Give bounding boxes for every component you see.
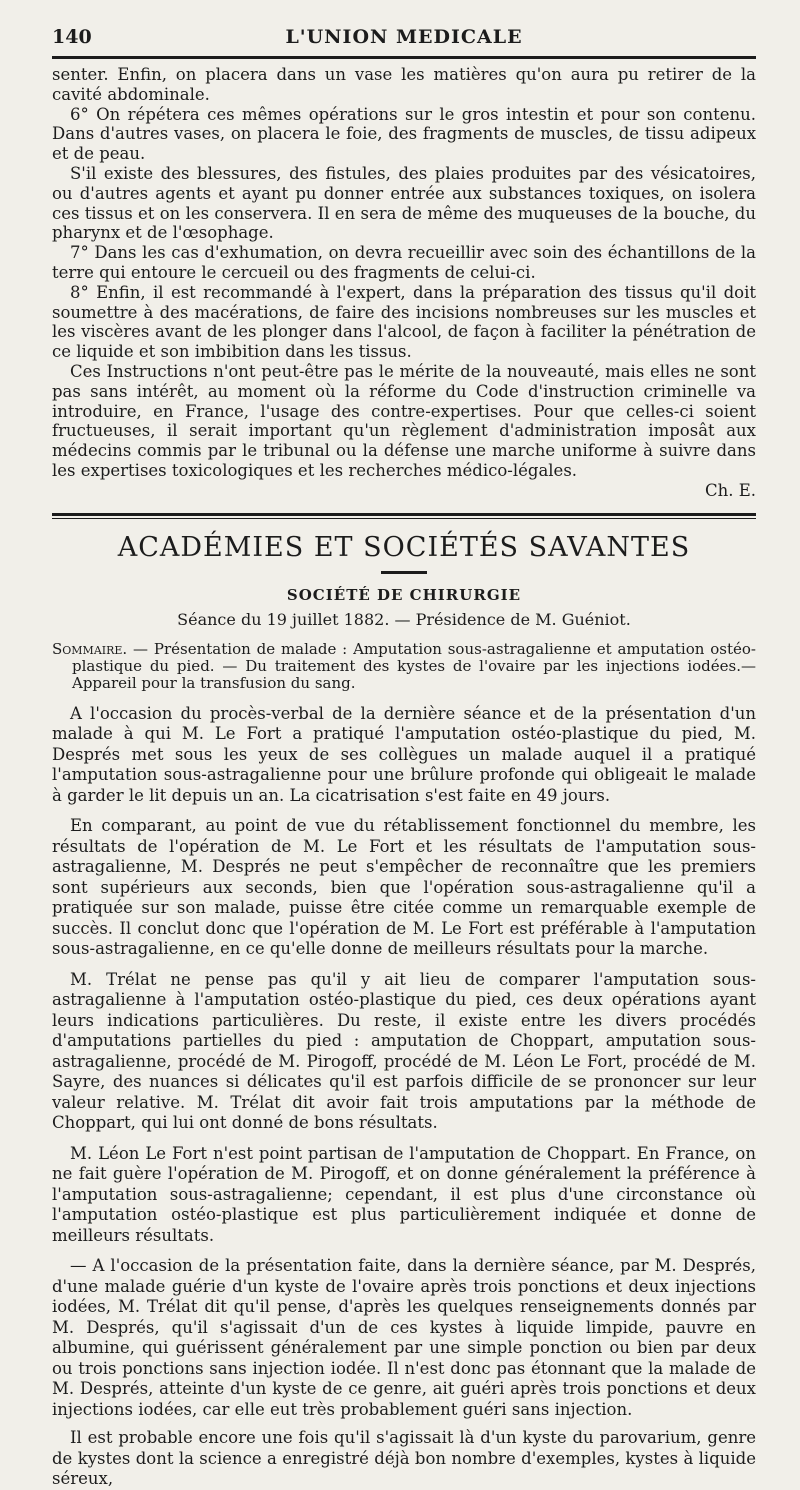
title-rule	[381, 571, 427, 574]
section-title: ACADÉMIES ET SOCIÉTÉS SAVANTES	[117, 531, 691, 563]
paragraph: Il est probable encore une fois qu'il s'agissait là d'un kyste du parovarium, genre de kystes dont la science a enregistré déjà bon nombre d'exemples, kystes à liquide séreux,	[52, 1428, 756, 1489]
section-divider	[52, 513, 756, 519]
paragraph: M. Léon Le Fort n'est point partisan de l'amputation de Choppart. En France, on ne fait guère l'opération de M. Pirogoff, et on donne généralement la préférence à l'amputation sous-astragalienne; cependant, il est plus d'une circonstance où l'amputation ostéo-plastique est plus particulièrement indiquée et donne de meilleurs résultats.	[52, 1143, 756, 1245]
paragraph: En comparant, au point de vue du rétablissement fonctionnel du membre, les résultats de l'opération de M. Le Fort et les résultats de l'amputation sous-astragalienne, M. Després ne peut s'empêcher de reconnaître que les premiers sont supérieurs aux seconds, bien que l'opération sous-astragalienne qu'il a pratiquée sur son malade, puisse être citée comme un remarquable exemple de succès. Il conclut donc que l'opération de M. Le Fort est préférable à l'amputation sous-astragalienne, en ce qu'elle donne de meilleurs résultats pour la marche.	[52, 816, 756, 959]
paragraph: 7° Dans les cas d'exhumation, on devra recueillir avec soin des échantillons de la terre qui entoure le cercueil ou des fragments de celui-ci.	[52, 243, 756, 282]
paragraph: S'il existe des blessures, des fistules, des plaies produites par des vésicatoires, ou d'autres agents et ayant pu donner entrée aux substances toxiques, on isolera ces tissus et on les conservera. Il en sera de même des muqueuses de la bouche, du pharynx et de l'œsophage.	[52, 163, 756, 243]
page-header	[52, 18, 756, 56]
summary-label: Sommaire.	[52, 639, 128, 658]
signature: Ch. E.	[704, 480, 756, 500]
paragraph: 8° Enfin, il est recommandé à l'expert, dans la préparation des tissus qu'il doit soumettre à des macérations, de faire des incisions nombreuses sur les muscles et les viscères avant de les plonger dans l'alcool, de façon à faciliter la pénétration de ce liquide et son imbibition dans les tissus.	[52, 282, 756, 362]
session-report	[52, 704, 756, 1490]
paragraph: — A l'occasion de la présentation faite, dans la dernière séance, par M. Després, d'une malade guérie d'un kyste de l'ovaire après trois ponctions et deux injections iodées, M. Trélat dit qu'il pense, d'après les quelques renseignements donnés par M. Després, qu'il s'agissait d'un de ces kystes à liquide limpide, pauvre en albumine, qui guérissent généralement par une simple ponction ou bien par deux ou trois ponctions sans injection iodée. Il n'est donc pas étonnant que la malade de M. Després, atteinte d'un kyste de ce genre, ait guéri après trois ponctions et deux injections iodées, car elle eut très probablement guéri sans injection.	[52, 1256, 756, 1419]
society-name: SOCIÉTÉ DE CHIRURGIE	[286, 585, 522, 604]
paragraph: senter. Enfin, on placera dans un vase les matières qu'on aura pu retirer de la cavité abdominale.	[52, 65, 756, 104]
page-number: 140	[52, 26, 92, 48]
paragraph: M. Trélat ne pense pas qu'il y ait lieu de comparer l'amputation sous-astragalienne à l'amputation ostéo-plastique du pied, ces deux opérations ayant leurs indications particulières. Du reste, il existe entre les divers procédés d'amputations partielles du pied : amputation de Choppart, amputation sous-astragalienne, procédé de M. Pirogoff, procédé de M. Léon Le Fort, procédé de M. Sayre, des nuances si délicates qu'il est parfois difficile de se prononcer sur leur valeur relative. M. Trélat dit avoir fait trois amputations par la méthode de Choppart, qui lui ont donné de bons résultats.	[52, 969, 756, 1133]
paragraph: 6° On répétera ces mêmes opérations sur le gros intestin et pour son contenu. Dans d'autres vases, on placera le foie, des fragments de muscles, de tissu adipeux et de peau.	[52, 104, 756, 164]
running-title: L'UNION MEDICALE	[285, 26, 523, 48]
paragraph: A l'occasion du procès-verbal de la dernière séance et de la présentation d'un malade à qui M. Le Fort a pratiqué l'amputation ostéo-plastique du pied, M. Després met sous les yeux de ses collègues un malade auquel il a pratiqué l'amputation sous-astragalienne pour une brûlure profonde qui obligeait le malade à garder le lit depuis un an. La cicatrisation s'est faite en 49 jours.	[52, 703, 756, 805]
summary-text: — Présentation de malade : Amputation sous-astragalienne et amputation ostéo-plastique du pied. — Du traitement des kystes de l'ovaire par les injections iodées.— Appareil pour la transfusion du sang.	[72, 639, 756, 692]
session-line: Séance du 19 juillet 1882. — Présidence de M. Guéniot.	[177, 609, 631, 629]
article-end	[52, 65, 756, 501]
header-rule	[52, 56, 756, 59]
paragraph: Ces Instructions n'ont peut-être pas le mérite de la nouveauté, mais elles ne sont pas sans intérêt, au moment où la réforme du Code d'instruction criminelle va introduire, en France, l'usage des contre-expertises. Pour que celles-ci soient fructueuses, il serait important qu'un règlement d'administration imposât aux médecins commis par le tribunal ou la défense une marche uniforme à suivre dans les expertises toxicologiques et les recherches médico-légales.	[52, 361, 756, 480]
summary	[52, 641, 756, 692]
